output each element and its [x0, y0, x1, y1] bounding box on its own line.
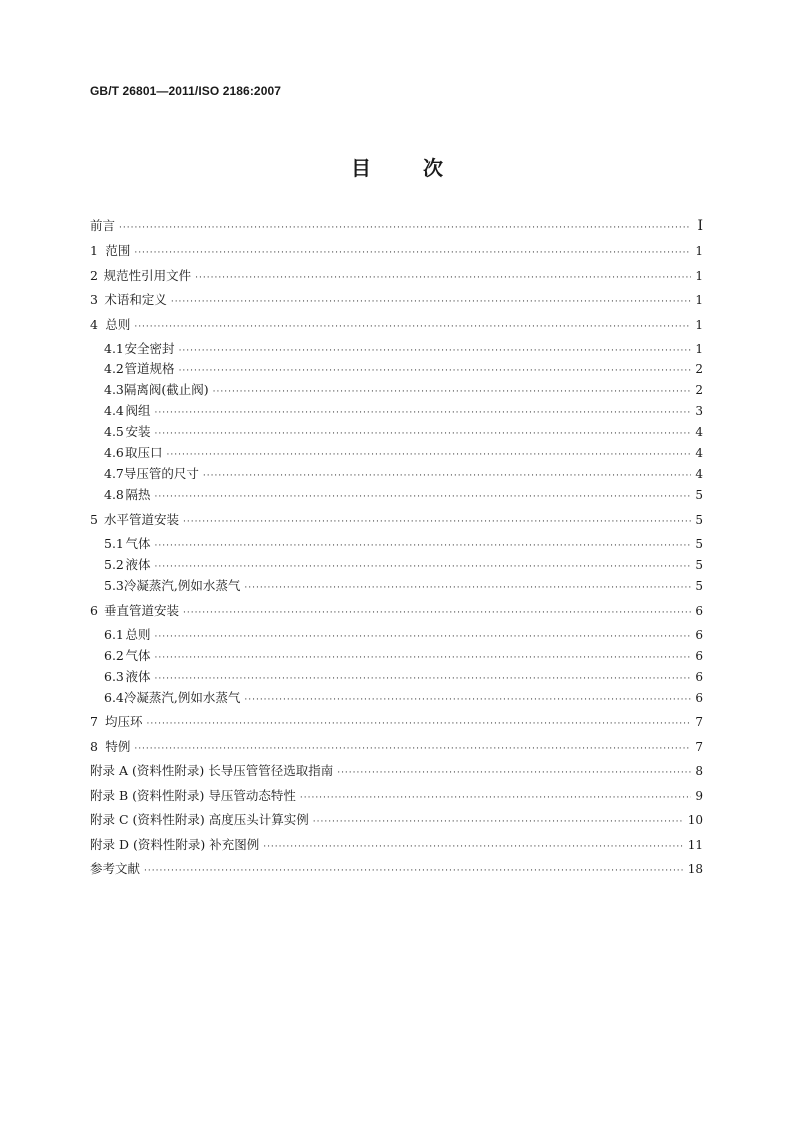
toc-entry-page-number: 2: [695, 362, 703, 376]
toc-entry-page-number: 5: [695, 579, 703, 593]
dot-leader: [244, 583, 691, 593]
toc-entry-page-number: 8: [695, 764, 703, 778]
toc-entry-number: 5.3: [104, 578, 124, 593]
dot-leader: [134, 322, 691, 332]
dot-leader: [119, 223, 691, 233]
toc-entry-title: 气体: [125, 536, 151, 551]
page-title: [0, 152, 794, 181]
toc-entry-number: 5.2: [104, 557, 124, 572]
toc-entry-number: 5.1: [104, 536, 124, 551]
dot-leader: [171, 297, 691, 307]
toc-entry-title: 附录 D (资料性附录) 补充图例: [90, 837, 260, 852]
toc-entry-title: 范围: [105, 243, 131, 258]
toc-entry[interactable]: [90, 601, 703, 619]
toc-entry[interactable]: [90, 401, 703, 419]
toc-entry-title: 管道规格: [124, 361, 175, 376]
toc-entry[interactable]: [90, 555, 703, 573]
toc-entry-title: 冷凝蒸汽,例如水蒸气: [123, 578, 241, 593]
toc-entry-title: 规范性引用文件: [103, 268, 192, 283]
toc-entry-title: 安装: [125, 424, 151, 439]
toc-entry-page-number: 1: [695, 244, 703, 258]
toc-entry[interactable]: [90, 510, 703, 528]
toc-entry-page-number: 4: [695, 467, 703, 481]
toc-entry[interactable]: [90, 464, 703, 482]
toc-entry-title: 术语和定义: [104, 292, 167, 307]
dot-leader: [167, 450, 691, 460]
toc-entry-page-number: 10: [687, 813, 703, 827]
toc-entry[interactable]: [90, 443, 703, 461]
toc-entry-page-number: 4: [695, 446, 703, 460]
toc-entry-title: 液体: [125, 557, 151, 572]
toc-entry-page-number: 4: [695, 425, 703, 439]
toc-entry-title: 附录 B (资料性附录) 导压管动态特性: [90, 788, 296, 803]
toc-entry-number: 4.5: [104, 424, 124, 439]
dot-leader: [155, 408, 691, 418]
toc-entry-number: 6: [90, 603, 98, 618]
toc-entry-title: 液体: [125, 669, 151, 684]
toc-entry[interactable]: [90, 737, 703, 755]
toc-entry-page-number: 18: [687, 862, 703, 876]
dot-leader: [134, 248, 691, 258]
toc-entry-title: 总则: [125, 627, 151, 642]
toc-entry[interactable]: [90, 380, 703, 398]
toc-entry-page-number: 9: [695, 789, 703, 803]
toc-entry[interactable]: [90, 761, 703, 779]
dot-leader: [134, 744, 691, 754]
dot-leader: [155, 632, 691, 642]
toc-entry-page-number: Ⅰ: [697, 218, 703, 234]
toc-entry-number: 6.4: [104, 690, 124, 705]
toc-entry[interactable]: [90, 667, 703, 685]
dot-leader: [155, 653, 691, 663]
toc-entry[interactable]: [90, 485, 703, 503]
dot-leader: [203, 471, 691, 481]
toc-entry-number: 4.4: [104, 403, 124, 418]
dot-leader: [263, 842, 684, 852]
dot-leader: [147, 719, 692, 729]
toc-entry-page-number: 1: [695, 293, 703, 307]
toc-entry-number: 6.2: [104, 648, 124, 663]
dot-leader: [155, 541, 691, 551]
dot-leader: [155, 562, 691, 572]
toc-entry[interactable]: [90, 290, 703, 308]
toc-entry-page-number: 6: [695, 691, 703, 705]
toc-entry-title: 安全密封: [124, 341, 175, 356]
toc-entry-page-number: 3: [695, 404, 703, 418]
toc-entry-number: 2: [90, 268, 98, 283]
toc-entry-page-number: 1: [695, 318, 703, 332]
dot-leader: [313, 817, 684, 827]
toc-entry-number: 3: [90, 292, 98, 307]
toc-entry-title: 导压管的尺寸: [123, 466, 199, 481]
toc-entry-number: 4.2: [104, 361, 124, 376]
toc-entry[interactable]: [90, 712, 703, 730]
toc-entry[interactable]: [90, 810, 703, 828]
toc-entry-number: 8: [90, 739, 98, 754]
toc-entry-title: 取压口: [125, 445, 163, 460]
toc-entry-number: 4.8: [104, 487, 124, 502]
toc-entry[interactable]: [90, 339, 703, 357]
toc-entry-page-number: 6: [695, 649, 703, 663]
dot-leader: [300, 793, 691, 803]
toc-entry-title: 前言: [90, 218, 116, 233]
dot-leader: [213, 387, 691, 397]
toc-entry[interactable]: [90, 688, 703, 706]
toc-entry-page-number: 5: [695, 537, 703, 551]
toc-entry-page-number: 7: [695, 740, 703, 754]
toc-entry-title: 隔热: [125, 487, 151, 502]
toc-entry-page-number: 2: [695, 383, 703, 397]
dot-leader: [244, 695, 691, 705]
dot-leader: [337, 768, 691, 778]
toc-entry-page-number: 5: [695, 513, 703, 527]
toc-entry-title: 冷凝蒸汽,例如水蒸气: [123, 690, 241, 705]
toc-entry-number: 4.6: [104, 445, 124, 460]
toc-entry-number: 4.3: [104, 382, 124, 397]
toc-entry[interactable]: [90, 786, 703, 804]
page-title-char-1: 目: [351, 156, 371, 180]
toc-entry[interactable]: [90, 216, 703, 234]
dot-leader: [183, 608, 691, 618]
toc-entry[interactable]: [90, 315, 703, 333]
toc-entry-number: 4: [90, 317, 98, 332]
toc-entry-page-number: 5: [695, 488, 703, 502]
dot-leader: [179, 366, 691, 376]
toc-entry[interactable]: [90, 534, 703, 552]
dot-leader: [183, 517, 691, 527]
toc-entry-title: 均压环: [104, 714, 143, 729]
dot-leader: [155, 429, 691, 439]
toc-entry-number: 7: [90, 714, 98, 729]
toc-entry[interactable]: [90, 859, 703, 877]
toc-entry-page-number: 7: [695, 715, 703, 729]
toc-entry-title: 气体: [125, 648, 151, 663]
toc-entry-page-number: 11: [687, 838, 703, 852]
toc-entry-number: 5: [90, 512, 98, 527]
toc-entry[interactable]: [90, 359, 703, 377]
toc-entry-title: 特例: [105, 739, 131, 754]
toc-entry-title: 垂直管道安装: [103, 603, 179, 618]
toc-entry-title: 隔离阀(截止阀): [123, 382, 209, 397]
toc-entry-page-number: 6: [695, 670, 703, 684]
toc-entry-title: 附录 A (资料性附录) 长导压管管径选取指南: [90, 763, 334, 778]
toc-entry-title: 总则: [105, 317, 131, 332]
dot-leader: [179, 346, 691, 356]
page-title-char-2: 次: [423, 156, 443, 180]
dot-leader: [144, 866, 684, 876]
toc-entry-page-number: 1: [695, 342, 703, 356]
toc-entry-title: 附录 C (资料性附录) 高度压头计算实例: [90, 812, 309, 827]
toc-entry-page-number: 5: [695, 558, 703, 572]
toc-entry-number: 4.7: [104, 466, 124, 481]
toc-entry-number: 6.3: [104, 669, 124, 684]
toc-entry[interactable]: [90, 835, 703, 853]
toc-entry[interactable]: [90, 266, 703, 284]
toc-entry-title: 阀组: [125, 403, 151, 418]
toc-entry-number: 4.1: [104, 341, 124, 356]
toc-entry-page-number: 6: [695, 628, 703, 642]
toc-entry-page-number: 1: [695, 269, 703, 283]
dot-leader: [155, 492, 691, 502]
dot-leader: [155, 674, 691, 684]
toc-entry-number: 1: [90, 243, 98, 258]
toc-entry-title: 参考文献: [90, 861, 141, 876]
toc-entry[interactable]: [90, 241, 703, 259]
toc-entry-number: 6.1: [104, 627, 124, 642]
toc-entry[interactable]: [90, 646, 703, 664]
toc-entry[interactable]: [90, 625, 703, 643]
toc-entry-title: 水平管道安装: [103, 512, 179, 527]
toc-entry[interactable]: [90, 422, 703, 440]
toc-entry[interactable]: [90, 576, 703, 594]
standard-code-header: GB/T 26801—2011/ISO 2186:2007: [90, 84, 282, 98]
toc-entry-page-number: 6: [695, 604, 703, 618]
dot-leader: [195, 273, 691, 283]
